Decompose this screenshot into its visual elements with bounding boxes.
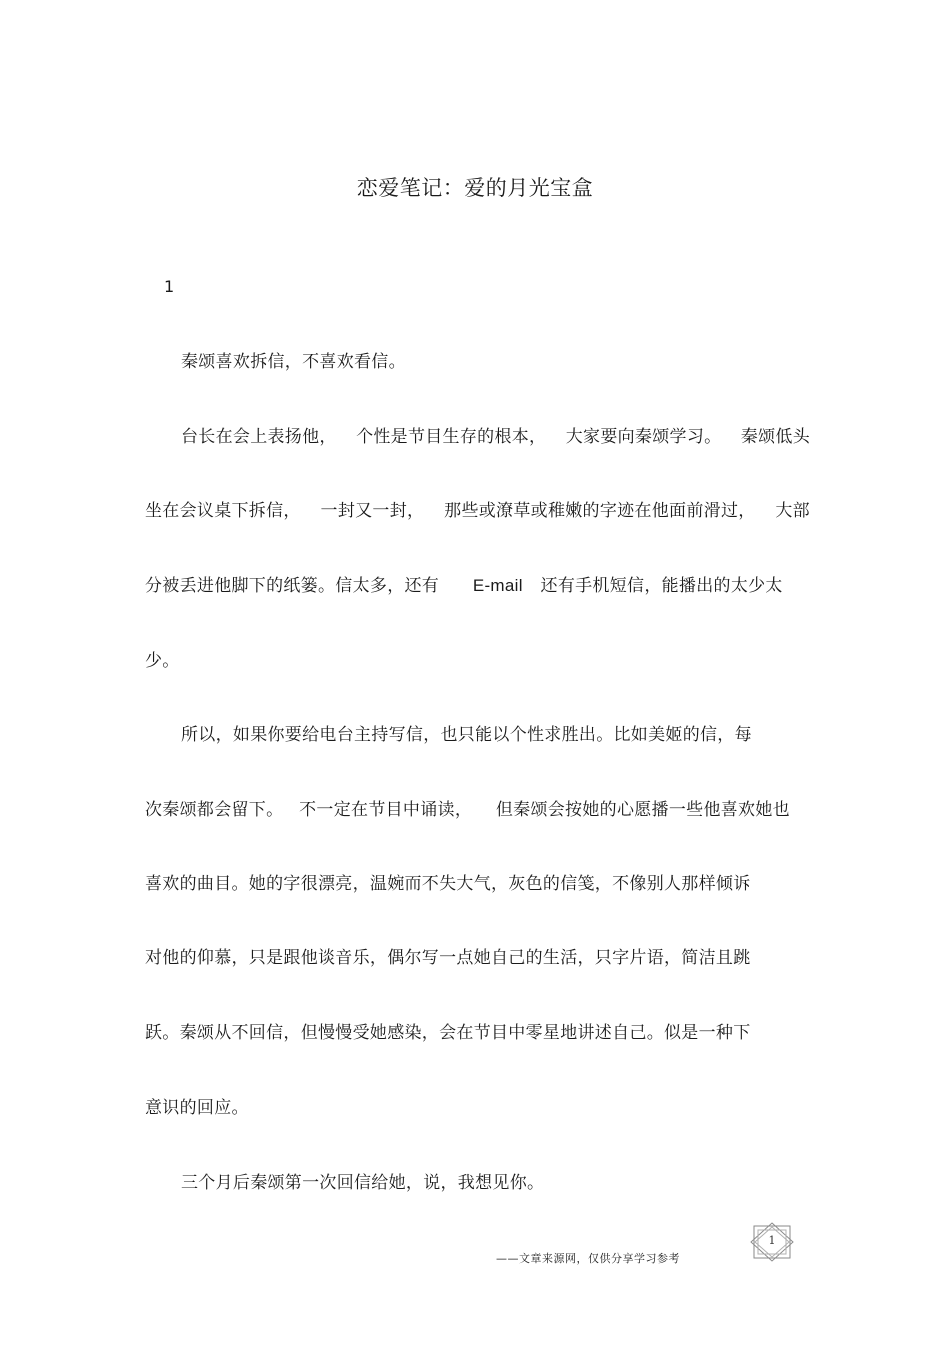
text-line (181, 1171, 810, 1195)
text-segment: 大家要向秦颂学习。 (565, 427, 722, 447)
text-segment: 意识的回应。 (145, 1098, 249, 1118)
text-segment: 分被丢进他脚下的纸篓。信太多，还有 (145, 576, 440, 596)
footer-source-note: ——文章来源网，仅供分享学习参考 (496, 1252, 680, 1265)
text-line (145, 798, 810, 822)
page-number-badge (748, 1222, 796, 1262)
text-line (145, 872, 810, 896)
text-segment: 大部 (775, 501, 810, 521)
text-segment: 还有手机短信，能播出的太少太 (540, 576, 783, 596)
text-segment: 跃。秦颂从不回信，但慢慢受她感染，会在节目中零星地讲述自己。似是一种下 (145, 1023, 751, 1043)
text-segment: 对他的仰慕，只是跟他谈音乐，偶尔写一点她自己的生活，只字片语，简洁且跳 (145, 948, 751, 968)
text-segment: 次秦颂都会留下。 (145, 800, 284, 820)
text-line (181, 723, 810, 747)
text-segment: 秦颂喜欢拆信，不喜欢看信。 (181, 352, 406, 372)
text-line (145, 574, 810, 598)
text-segment: 少。 (145, 651, 180, 671)
text-line (181, 350, 810, 374)
text-segment: 那些或潦草或稚嫩的字迹在他面前滑过， (444, 501, 756, 521)
text-line (181, 425, 810, 449)
text-segment: 坐在会议桌下拆信， (145, 501, 301, 521)
page-number: 1 (768, 1234, 776, 1247)
text-line (145, 1021, 810, 1045)
text-line (145, 1096, 810, 1120)
text-segment: 秦颂低头 (740, 427, 810, 447)
text-segment: 三个月后秦颂第一次回信给她，说，我想见你。 (181, 1173, 545, 1193)
document-title: 恋爱笔记：爱的月光宝盒 (356, 176, 594, 200)
text-segment: 不一定在节目中诵读， (299, 800, 473, 820)
text-line (145, 946, 810, 970)
text-line (145, 499, 810, 523)
text-segment: 喜欢的曲目。她的字很漂亮，温婉而不失大气，灰色的信笺，不像别人那样倾诉 (145, 874, 751, 894)
section-number: 1 (164, 277, 175, 296)
text-segment: 一封又一封， (320, 501, 425, 521)
text-segment: E-mail (472, 576, 523, 595)
text-line (145, 649, 810, 673)
text-segment: 台长在会上表扬他， (181, 427, 337, 447)
text-segment: 但秦颂会按她的心愿播一些他喜欢她也 (495, 800, 790, 820)
text-segment: 所以，如果你要给电台主持写信，也只能以个性求胜出。比如美姬的信，每 (181, 725, 752, 745)
text-segment: 个性是节目生存的根本， (356, 427, 547, 447)
